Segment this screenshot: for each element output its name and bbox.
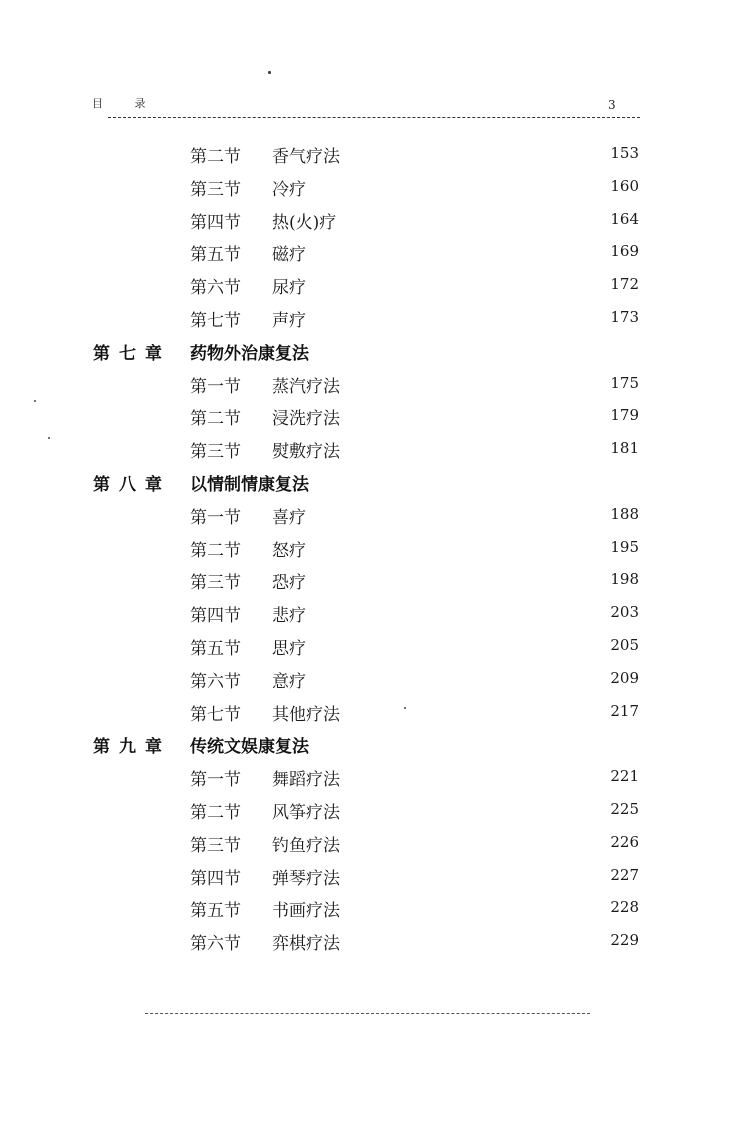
section-number: 第六节 xyxy=(190,671,241,692)
header-rule xyxy=(108,117,640,118)
page-number: 164 xyxy=(610,209,639,228)
section-number: 第一节 xyxy=(190,376,241,397)
chapter-title: 以情制情康复法 xyxy=(190,475,309,495)
page-number: 221 xyxy=(610,767,639,786)
section-title: 弹琴疗法 xyxy=(272,868,340,889)
toc-section-row xyxy=(0,402,747,435)
section-title: 香气疗法 xyxy=(272,147,340,167)
section-title: 思疗 xyxy=(272,639,306,659)
section-title: 其他疗法 xyxy=(272,704,340,725)
page-number: 205 xyxy=(610,636,639,654)
toc-section-row xyxy=(0,796,747,829)
toc-section-row xyxy=(0,238,747,271)
section-number: 第六节 xyxy=(190,934,241,955)
section-number: 第三节 xyxy=(190,442,241,463)
page-number: 209 xyxy=(610,668,639,687)
section-number: 第六节 xyxy=(190,278,241,299)
toc-section-row xyxy=(0,698,747,731)
toc-section-row xyxy=(0,173,747,206)
toc-section-row xyxy=(0,927,747,960)
page-number: 172 xyxy=(610,275,639,294)
toc-section-row xyxy=(0,894,747,927)
toc-section-row xyxy=(0,271,747,304)
page-number: 195 xyxy=(610,537,639,556)
section-number: 第四节 xyxy=(190,606,241,627)
toc-chapter-row xyxy=(0,730,747,763)
section-title: 弈棋疗法 xyxy=(272,934,340,955)
page-number: 227 xyxy=(610,865,639,884)
page-number: 179 xyxy=(610,406,639,425)
section-number: 第四节 xyxy=(190,868,241,889)
section-title: 钓鱼疗法 xyxy=(272,835,340,856)
toc-section-row xyxy=(0,829,747,862)
toc-section-row xyxy=(0,435,747,468)
toc-section-row xyxy=(0,862,747,895)
page-number: 181 xyxy=(610,439,639,458)
toc-section-row xyxy=(0,304,747,337)
page-number: 169 xyxy=(610,242,639,261)
chapter-number: 第八章 xyxy=(93,475,171,495)
section-title: 熨敷疗法 xyxy=(272,442,340,463)
running-header-page-number: 3 xyxy=(608,98,616,112)
page-number: 153 xyxy=(610,144,639,162)
section-title: 风筝疗法 xyxy=(272,803,340,823)
toc-section-row xyxy=(0,632,747,665)
section-title: 蒸汽疗法 xyxy=(272,376,340,397)
section-title: 尿疗 xyxy=(272,278,306,299)
section-number: 第七节 xyxy=(190,704,241,725)
section-number: 第三节 xyxy=(190,573,241,594)
toc-section-row xyxy=(0,534,747,567)
section-number: 第二节 xyxy=(190,409,241,430)
section-title: 磁疗 xyxy=(272,245,306,266)
section-title: 怒疗 xyxy=(272,540,306,561)
section-number: 第三节 xyxy=(190,835,241,856)
chapter-title: 药物外治康复法 xyxy=(190,343,309,364)
page-number: 217 xyxy=(610,701,639,720)
toc-chapter-row xyxy=(0,337,747,370)
chapter-number: 第九章 xyxy=(93,737,171,758)
section-number: 第七节 xyxy=(190,311,241,331)
page-number: 228 xyxy=(610,898,639,917)
section-title: 恐疗 xyxy=(272,573,306,594)
footer-rule xyxy=(145,1013,590,1014)
section-title: 舞蹈疗法 xyxy=(272,770,340,791)
page-number: 226 xyxy=(610,832,639,851)
section-number: 第五节 xyxy=(190,245,241,266)
toc-section-row xyxy=(0,140,747,173)
section-number: 第五节 xyxy=(190,901,241,922)
toc-section-row xyxy=(0,370,747,403)
section-number: 第一节 xyxy=(190,507,241,528)
page-number: 198 xyxy=(610,570,639,589)
section-title: 热(火)疗 xyxy=(272,212,337,233)
chapter-number: 第七章 xyxy=(93,343,171,364)
toc-section-row xyxy=(0,763,747,796)
toc-section-row xyxy=(0,566,747,599)
page-number: 203 xyxy=(610,603,639,622)
toc-section-row xyxy=(0,599,747,632)
toc-section-row xyxy=(0,665,747,698)
page-number: 173 xyxy=(610,308,639,326)
section-title: 声疗 xyxy=(272,311,306,331)
section-number: 第二节 xyxy=(190,540,241,561)
section-number: 第二节 xyxy=(190,147,241,167)
section-title: 悲疗 xyxy=(272,606,306,627)
toc-chapter-row xyxy=(0,468,747,501)
section-title: 意疗 xyxy=(272,671,306,692)
page-number: 225 xyxy=(610,800,639,818)
chapter-title: 传统文娱康复法 xyxy=(190,737,309,758)
section-number: 第一节 xyxy=(190,770,241,791)
section-number: 第五节 xyxy=(190,639,241,659)
section-title: 冷疗 xyxy=(272,179,306,200)
section-title: 浸洗疗法 xyxy=(272,409,340,430)
running-header-title: 目 录 xyxy=(92,97,160,110)
section-number: 第二节 xyxy=(190,803,241,823)
page-number: 160 xyxy=(610,176,639,195)
page-number: 175 xyxy=(610,373,639,392)
page-number: 188 xyxy=(610,504,639,523)
page-number: 229 xyxy=(610,931,639,950)
scan-speck xyxy=(268,71,271,74)
section-title: 喜疗 xyxy=(272,507,306,528)
section-number: 第三节 xyxy=(190,179,241,200)
toc-section-row xyxy=(0,501,747,534)
section-title: 书画疗法 xyxy=(272,901,340,922)
section-number: 第四节 xyxy=(190,212,241,233)
toc-section-row xyxy=(0,206,747,239)
